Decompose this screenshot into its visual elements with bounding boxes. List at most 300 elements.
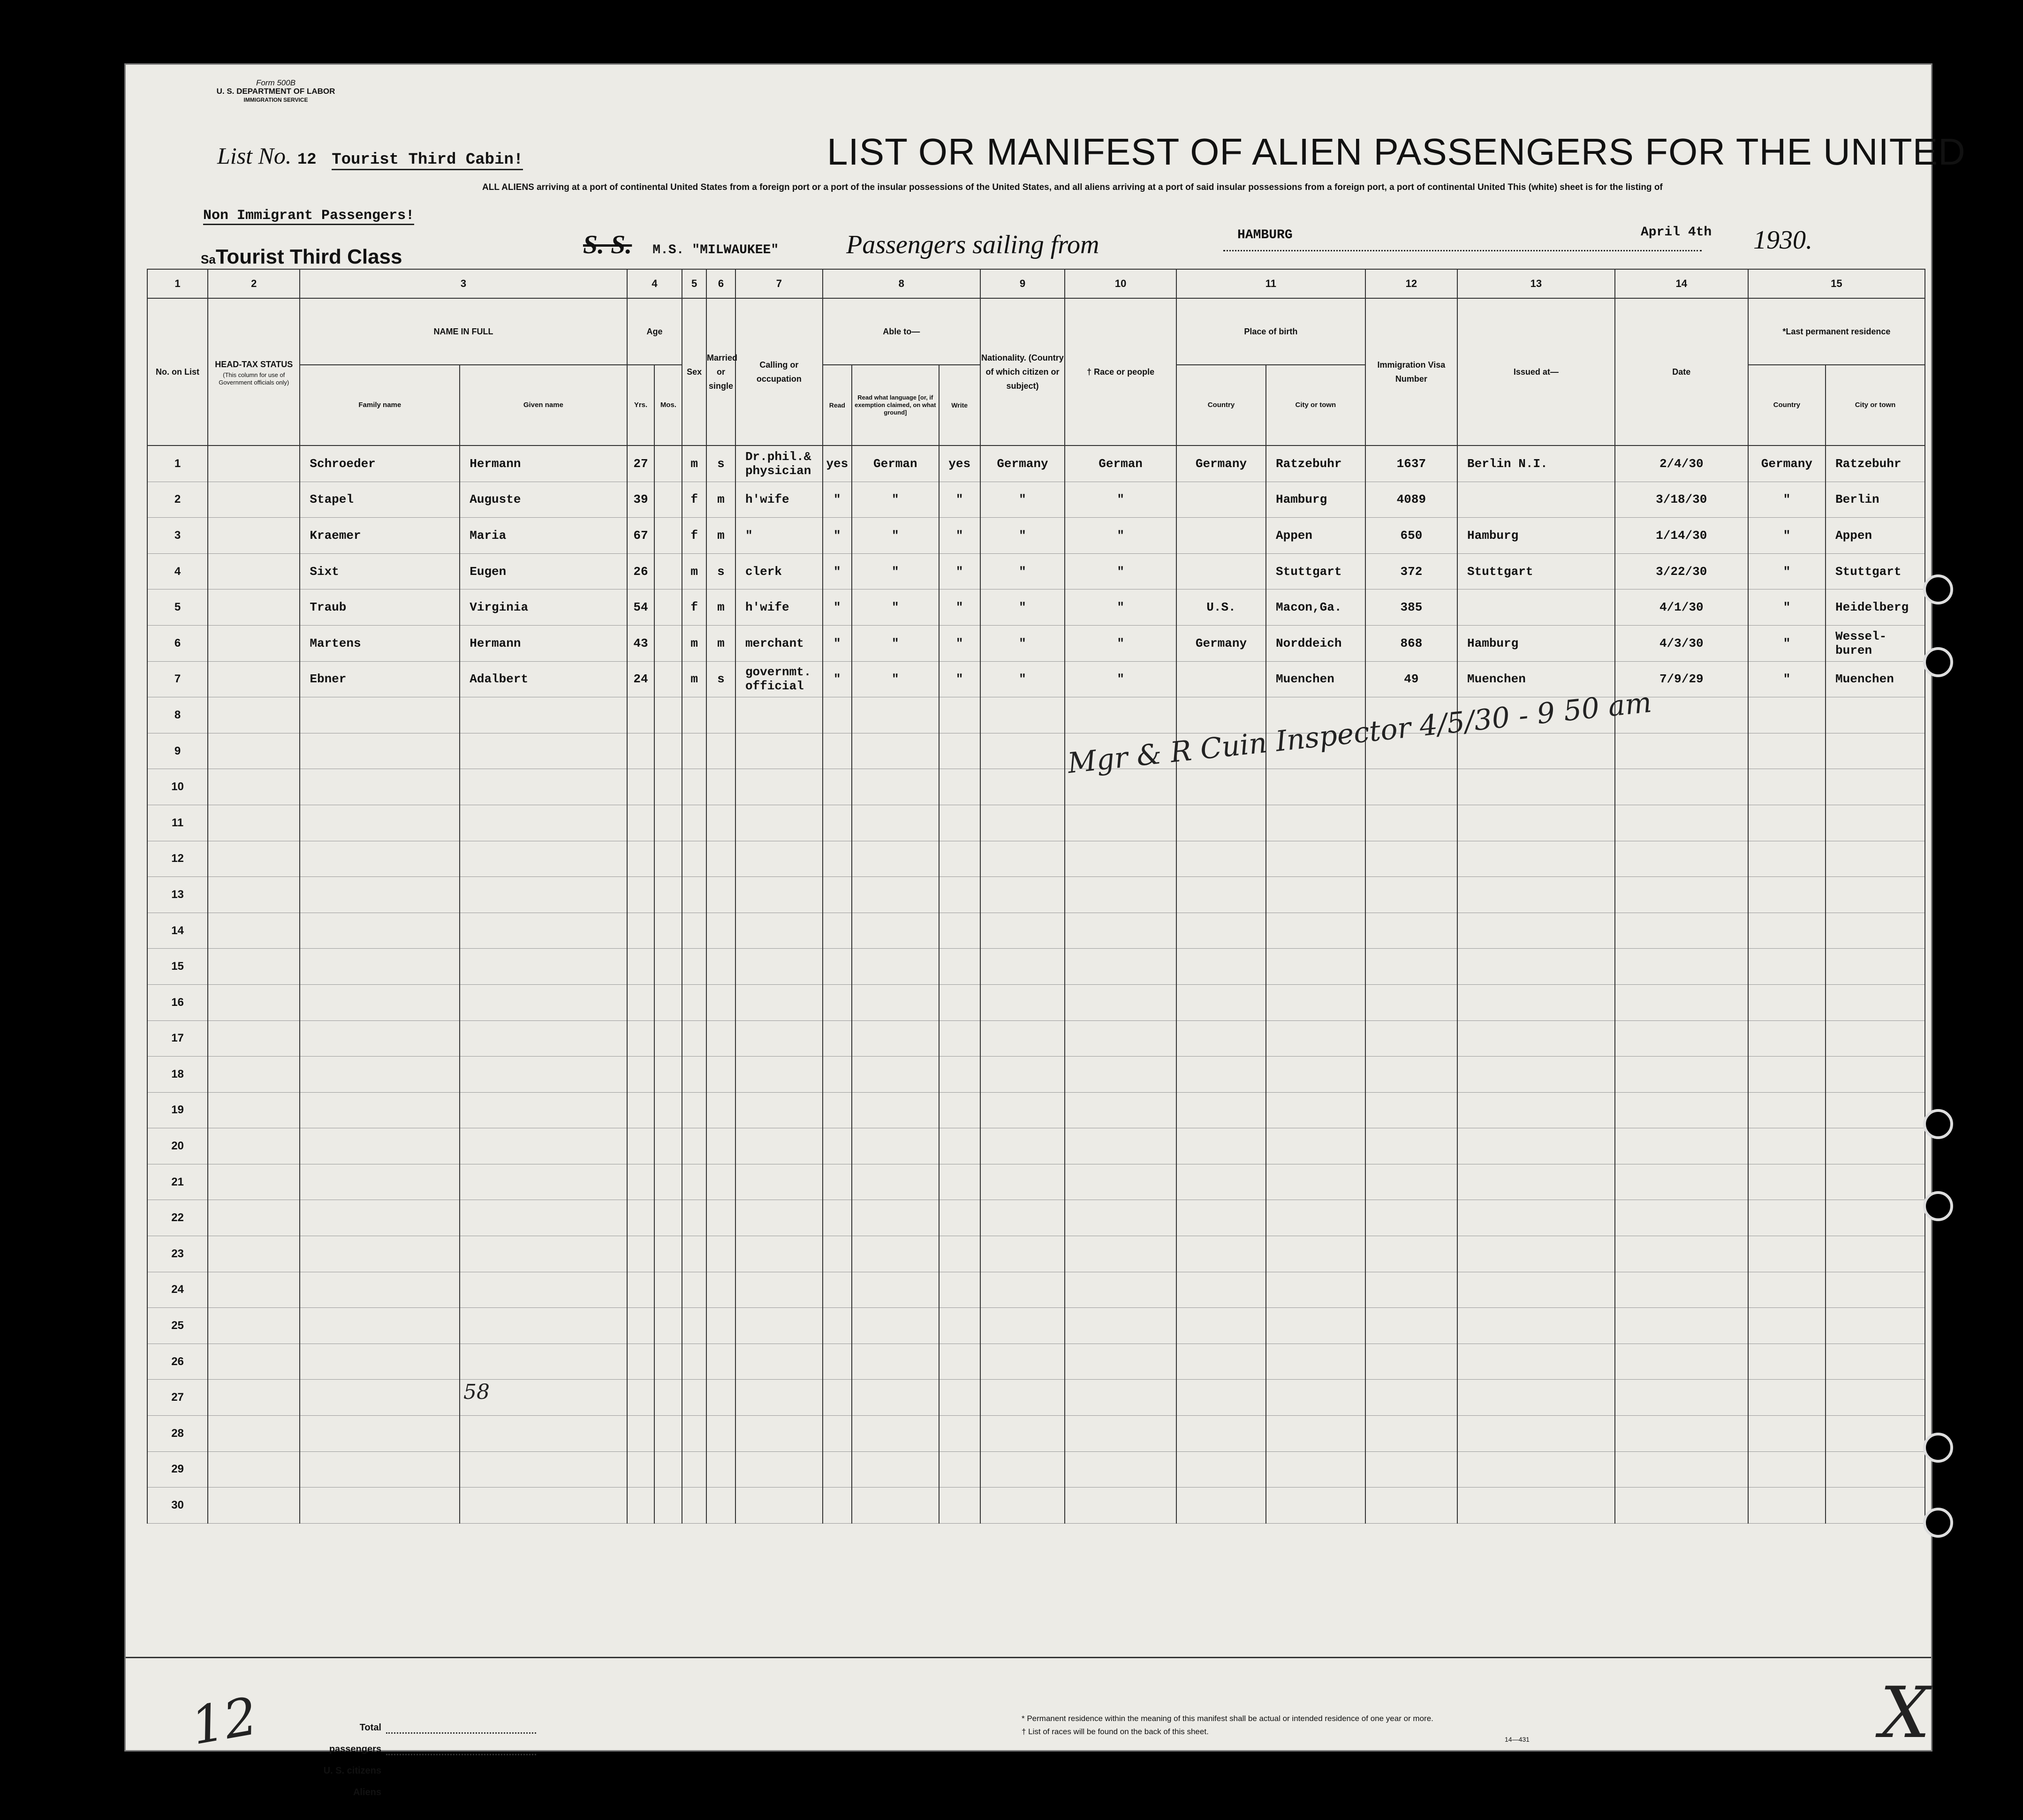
res-country-cell: [1748, 984, 1826, 1020]
occupation-cell: [735, 733, 823, 769]
sex-cell: [682, 1236, 706, 1272]
family-name-cell: [300, 1308, 460, 1344]
issued-at-cell: Muenchen: [1457, 661, 1615, 697]
col-last-residence: *Last permanent residence: [1748, 298, 1925, 365]
age-mos-cell: [654, 1128, 682, 1164]
head-tax-cell: [208, 1380, 300, 1416]
head-tax-cell: [208, 1128, 300, 1164]
nationality-cell: [980, 1308, 1065, 1344]
issued-at-cell: [1457, 1344, 1615, 1380]
date-cell: [1615, 1236, 1748, 1272]
issued-at-cell: [1457, 769, 1615, 805]
write-cell: [939, 877, 980, 913]
res-country-cell: [1748, 1020, 1826, 1057]
age-mos-cell: [654, 984, 682, 1020]
write-cell: [939, 1236, 980, 1272]
age-yrs-cell: 54: [627, 589, 655, 626]
family-name-cell: [300, 1451, 460, 1488]
occupation-cell: [735, 769, 823, 805]
marital-cell: [706, 1308, 735, 1344]
res-city-cell: [1826, 1488, 1925, 1524]
write-cell: ": [939, 661, 980, 697]
age-yrs-cell: [627, 1272, 655, 1308]
birth-country-cell: [1176, 1057, 1266, 1093]
res-country-cell: [1748, 1344, 1826, 1380]
birth-country-cell: [1176, 1451, 1266, 1488]
res-city-cell: [1826, 805, 1925, 841]
date-cell: 1/14/30: [1615, 518, 1748, 554]
race-cell: ": [1065, 518, 1176, 554]
list-number: 12: [297, 151, 317, 169]
marital-cell: [706, 841, 735, 877]
birth-city-cell: Hamburg: [1266, 482, 1365, 518]
age-mos-cell: [654, 1200, 682, 1236]
table-row: [147, 877, 1925, 913]
res-city-cell: Ratzebuhr: [1826, 446, 1925, 482]
language-cell: [852, 1092, 939, 1128]
birth-country-cell: [1176, 1236, 1266, 1272]
sex-cell: [682, 769, 706, 805]
write-cell: [939, 1057, 980, 1093]
race-cell: [1065, 1344, 1176, 1380]
row-number: 16: [147, 984, 208, 1020]
occupation-cell: [735, 1416, 823, 1452]
occupation-cell: [735, 1451, 823, 1488]
res-city-cell: [1826, 1272, 1925, 1308]
write-cell: ": [939, 482, 980, 518]
table-row: [147, 518, 1925, 554]
family-name-cell: [300, 1020, 460, 1057]
birth-city-cell: Norddeich: [1266, 625, 1365, 661]
binder-hole: [1923, 574, 1953, 604]
head-tax-cell: [208, 984, 300, 1020]
marital-cell: s: [706, 661, 735, 697]
age-mos-cell: [654, 661, 682, 697]
birth-country-cell: Germany: [1176, 446, 1266, 482]
language-cell: [852, 1128, 939, 1164]
read-cell: [823, 877, 852, 913]
nationality-cell: [980, 697, 1065, 733]
race-cell: ": [1065, 589, 1176, 626]
nationality-cell: [980, 1128, 1065, 1164]
birth-country-cell: [1176, 1020, 1266, 1057]
family-name-cell: Kraemer: [300, 518, 460, 554]
table-row: [147, 589, 1925, 626]
row-number: 29: [147, 1451, 208, 1488]
family-name-cell: Ebner: [300, 661, 460, 697]
race-cell: [1065, 1451, 1176, 1488]
given-name-cell: [460, 697, 627, 733]
row-number: 8: [147, 697, 208, 733]
col-able-to: Able to—: [823, 298, 980, 365]
row-number: 23: [147, 1236, 208, 1272]
sex-cell: [682, 1020, 706, 1057]
language-cell: [852, 1416, 939, 1452]
age-yrs-cell: [627, 1488, 655, 1524]
marital-cell: [706, 1344, 735, 1380]
read-cell: [823, 949, 852, 985]
age-yrs-cell: 27: [627, 446, 655, 482]
race-cell: ": [1065, 553, 1176, 589]
row-number: 13: [147, 877, 208, 913]
birth-city-cell: [1266, 1200, 1365, 1236]
language-cell: ": [852, 553, 939, 589]
res-city-cell: Stuttgart: [1826, 553, 1925, 589]
birth-country-cell: [1176, 1308, 1266, 1344]
table-row: [147, 1164, 1925, 1200]
table-row: [147, 1128, 1925, 1164]
birth-city-cell: [1266, 949, 1365, 985]
ship-name: M.S. "MILWAUKEE": [652, 243, 779, 257]
marital-cell: [706, 769, 735, 805]
row-number: 9: [147, 733, 208, 769]
language-cell: ": [852, 589, 939, 626]
occupation-cell: [735, 1092, 823, 1128]
read-cell: [823, 1057, 852, 1093]
marital-cell: [706, 1128, 735, 1164]
ship-line: [583, 230, 1099, 260]
family-name-cell: [300, 1128, 460, 1164]
res-city-cell: Berlin: [1826, 482, 1925, 518]
family-name-cell: [300, 805, 460, 841]
issued-at-cell: [1457, 1308, 1615, 1344]
binder-hole: [1923, 1109, 1953, 1139]
birth-city-cell: [1266, 913, 1365, 949]
given-name-cell: [460, 1308, 627, 1344]
issued-at-cell: [1457, 1488, 1615, 1524]
visa-cell: [1365, 1164, 1457, 1200]
birth-country-cell: [1176, 1380, 1266, 1416]
footer: [126, 1657, 1931, 1797]
visa-cell: [1365, 984, 1457, 1020]
sex-cell: [682, 1164, 706, 1200]
family-name-cell: [300, 913, 460, 949]
birth-city-cell: [1266, 877, 1365, 913]
age-yrs-cell: [627, 1380, 655, 1416]
birth-city-cell: [1266, 841, 1365, 877]
head-tax-cell: [208, 446, 300, 482]
write-cell: [939, 769, 980, 805]
page-mark: 12: [186, 1685, 262, 1757]
col-write: Write: [939, 365, 980, 446]
issued-at-cell: [1457, 1020, 1615, 1057]
visa-cell: [1365, 913, 1457, 949]
given-name-cell: [460, 1092, 627, 1128]
row-number: 2: [147, 482, 208, 518]
col-age: Age: [627, 298, 682, 365]
language-cell: ": [852, 661, 939, 697]
birth-country-cell: [1176, 1344, 1266, 1380]
nationality-cell: ": [980, 553, 1065, 589]
read-cell: [823, 1344, 852, 1380]
head-tax-cell: [208, 1057, 300, 1093]
marital-cell: m: [706, 518, 735, 554]
row-number: 24: [147, 1272, 208, 1308]
age-mos-cell: [654, 1344, 682, 1380]
marital-cell: [706, 1200, 735, 1236]
res-country-cell: [1748, 1380, 1826, 1416]
passenger-rows: [147, 446, 1925, 1523]
check-mark: X: [1880, 1672, 1930, 1754]
marital-cell: [706, 1057, 735, 1093]
sex-cell: [682, 841, 706, 877]
row-number: 28: [147, 1416, 208, 1452]
given-name-cell: Auguste: [460, 482, 627, 518]
occupation-cell: ": [735, 518, 823, 554]
birth-city-cell: Macon,Ga.: [1266, 589, 1365, 626]
res-country-cell: [1748, 1488, 1826, 1524]
language-cell: [852, 1344, 939, 1380]
given-name-cell: [460, 1272, 627, 1308]
write-cell: ": [939, 589, 980, 626]
sex-cell: [682, 1488, 706, 1524]
date-cell: [1615, 913, 1748, 949]
issued-at-cell: [1457, 733, 1615, 769]
sex-cell: f: [682, 482, 706, 518]
given-name-cell: [460, 1488, 627, 1524]
write-cell: [939, 1020, 980, 1057]
ss-label: S. S.: [583, 230, 632, 259]
occupation-cell: [735, 805, 823, 841]
age-yrs-cell: [627, 984, 655, 1020]
birth-city-cell: [1266, 805, 1365, 841]
marital-cell: [706, 1380, 735, 1416]
nationality-cell: [980, 1020, 1065, 1057]
birth-country-cell: [1176, 1092, 1266, 1128]
write-cell: [939, 1164, 980, 1200]
write-cell: [939, 1451, 980, 1488]
age-mos-cell: [654, 1488, 682, 1524]
write-cell: [939, 1092, 980, 1128]
write-cell: [939, 1416, 980, 1452]
visa-cell: [1365, 949, 1457, 985]
head-tax-cell: [208, 841, 300, 877]
race-cell: ": [1065, 661, 1176, 697]
given-name-cell: [460, 913, 627, 949]
given-name-cell: [460, 769, 627, 805]
given-name-cell: [460, 1020, 627, 1057]
nationality-cell: ": [980, 518, 1065, 554]
age-mos-cell: [654, 446, 682, 482]
family-name-cell: [300, 1416, 460, 1452]
family-name-cell: Stapel: [300, 482, 460, 518]
race-cell: [1065, 1128, 1176, 1164]
birth-city-cell: [1266, 1380, 1365, 1416]
binder-hole: [1923, 1433, 1953, 1463]
birth-country-cell: [1176, 1164, 1266, 1200]
race-cell: [1065, 949, 1176, 985]
col-given-name: Given name: [460, 365, 627, 446]
given-name-cell: [460, 805, 627, 841]
head-tax-cell: [208, 733, 300, 769]
read-cell: [823, 984, 852, 1020]
write-cell: ": [939, 553, 980, 589]
date-cell: [1615, 1308, 1748, 1344]
age-yrs-cell: [627, 769, 655, 805]
res-country-cell: [1748, 877, 1826, 913]
date-cell: 3/18/30: [1615, 482, 1748, 518]
age-yrs-cell: [627, 697, 655, 733]
nationality-cell: [980, 1092, 1065, 1128]
res-city-cell: [1826, 1164, 1925, 1200]
form-identifier: [201, 79, 351, 104]
visa-cell: [1365, 841, 1457, 877]
sex-cell: [682, 1272, 706, 1308]
head-tax-cell: [208, 1236, 300, 1272]
race-cell: [1065, 1200, 1176, 1236]
instructions: ALL ALIENS arriving at a port of continental United States from a foreign port or a port of the insular possessions of the United States, and all aliens arriving at a port of said insular possessions from a foreign port, a port of continental United This (white) sheet is for the listing of: [482, 182, 1663, 192]
issued-at-cell: [1457, 1128, 1615, 1164]
res-city-cell: [1826, 1344, 1925, 1380]
language-cell: ": [852, 625, 939, 661]
cabin-class-text: Tourist Third Class: [215, 245, 402, 268]
occupation-cell: merchant: [735, 625, 823, 661]
date-cell: [1615, 733, 1748, 769]
given-name-cell: [460, 1416, 627, 1452]
visa-cell: [1365, 769, 1457, 805]
nationality-cell: [980, 1488, 1065, 1524]
family-name-cell: [300, 877, 460, 913]
manifest-sheet: [124, 63, 1966, 1797]
age-mos-cell: [654, 877, 682, 913]
family-name-cell: [300, 1200, 460, 1236]
head-tax-cell: [208, 518, 300, 554]
occupation-cell: [735, 1200, 823, 1236]
sex-cell: [682, 913, 706, 949]
occupation-cell: [735, 913, 823, 949]
birth-city-cell: [1266, 1092, 1365, 1128]
nationality-cell: [980, 1272, 1065, 1308]
res-country-cell: ": [1748, 482, 1826, 518]
date-cell: 3/22/30: [1615, 553, 1748, 589]
birth-city-cell: [1266, 1451, 1365, 1488]
table-row: [147, 1416, 1925, 1452]
head-tax-cell: [208, 625, 300, 661]
marital-cell: [706, 1092, 735, 1128]
write-cell: [939, 913, 980, 949]
res-country-cell: [1748, 1164, 1826, 1200]
res-city-cell: [1826, 1057, 1925, 1093]
nationality-cell: ": [980, 589, 1065, 626]
read-cell: yes: [823, 446, 852, 482]
occupation-cell: [735, 949, 823, 985]
write-cell: [939, 1200, 980, 1236]
table-row: [147, 553, 1925, 589]
sex-cell: m: [682, 553, 706, 589]
issued-at-cell: [1457, 841, 1615, 877]
age-mos-cell: [654, 1092, 682, 1128]
visa-cell: [1365, 805, 1457, 841]
language-cell: [852, 1164, 939, 1200]
birth-country-cell: [1176, 841, 1266, 877]
age-yrs-cell: [627, 1344, 655, 1380]
age-mos-cell: [654, 482, 682, 518]
visa-cell: [1365, 1128, 1457, 1164]
family-name-cell: [300, 984, 460, 1020]
res-country-cell: [1748, 1236, 1826, 1272]
given-name-cell: Eugen: [460, 553, 627, 589]
res-city-cell: [1826, 1416, 1925, 1452]
table-row: [147, 841, 1925, 877]
race-cell: German: [1065, 446, 1176, 482]
marital-cell: m: [706, 625, 735, 661]
col-sex: Sex: [682, 298, 706, 446]
marital-cell: [706, 877, 735, 913]
sex-cell: [682, 1092, 706, 1128]
marital-cell: s: [706, 553, 735, 589]
birth-country-cell: U.S.: [1176, 589, 1266, 626]
age-mos-cell: [654, 625, 682, 661]
race-cell: [1065, 1272, 1176, 1308]
birth-city-cell: [1266, 1272, 1365, 1308]
visa-cell: [1365, 1488, 1457, 1524]
given-name-cell: [460, 1164, 627, 1200]
res-city-cell: [1826, 984, 1925, 1020]
visa-cell: 49: [1365, 661, 1457, 697]
date-cell: [1615, 1488, 1748, 1524]
race-cell: [1065, 1057, 1176, 1093]
age-yrs-cell: [627, 913, 655, 949]
issued-at-cell: [1457, 589, 1615, 626]
language-cell: [852, 1380, 939, 1416]
age-mos-cell: [654, 913, 682, 949]
read-cell: ": [823, 661, 852, 697]
issued-at-cell: [1457, 1057, 1615, 1093]
date-cell: [1615, 769, 1748, 805]
occupation-cell: [735, 877, 823, 913]
birth-country-cell: [1176, 661, 1266, 697]
visa-cell: [1365, 1416, 1457, 1452]
family-name-cell: [300, 1057, 460, 1093]
age-yrs-cell: 39: [627, 482, 655, 518]
sex-cell: f: [682, 589, 706, 626]
write-cell: [939, 984, 980, 1020]
res-country-cell: [1748, 913, 1826, 949]
marital-cell: [706, 1164, 735, 1200]
birth-city-cell: [1266, 1164, 1365, 1200]
col-place-of-birth: Place of birth: [1176, 298, 1365, 365]
head-tax-cell: [208, 697, 300, 733]
sex-cell: [682, 697, 706, 733]
col-res-city: City or town: [1826, 365, 1925, 446]
issued-at-cell: [1457, 1164, 1615, 1200]
write-cell: [939, 805, 980, 841]
birth-city-cell: [1266, 1128, 1365, 1164]
row-number: 17: [147, 1020, 208, 1057]
write-cell: [939, 1344, 980, 1380]
head-tax-cell: [208, 661, 300, 697]
read-cell: ": [823, 553, 852, 589]
sex-cell: [682, 1380, 706, 1416]
marital-cell: [706, 1416, 735, 1452]
sex-cell: [682, 805, 706, 841]
language-cell: [852, 1200, 939, 1236]
table-row: [147, 625, 1925, 661]
col-read: Read: [823, 365, 852, 446]
write-cell: ": [939, 518, 980, 554]
date-cell: [1615, 1416, 1748, 1452]
marital-cell: m: [706, 589, 735, 626]
footnote-races: † List of races will be found on the back of this sheet.: [1022, 1727, 1209, 1736]
visa-cell: [1365, 1020, 1457, 1057]
col-race: † Race or people: [1065, 298, 1176, 446]
occupation-cell: h'wife: [735, 589, 823, 626]
marital-cell: [706, 1451, 735, 1488]
issued-at-cell: Stuttgart: [1457, 553, 1615, 589]
sex-cell: [682, 877, 706, 913]
head-tax-cell: [208, 1092, 300, 1128]
race-cell: [1065, 1164, 1176, 1200]
